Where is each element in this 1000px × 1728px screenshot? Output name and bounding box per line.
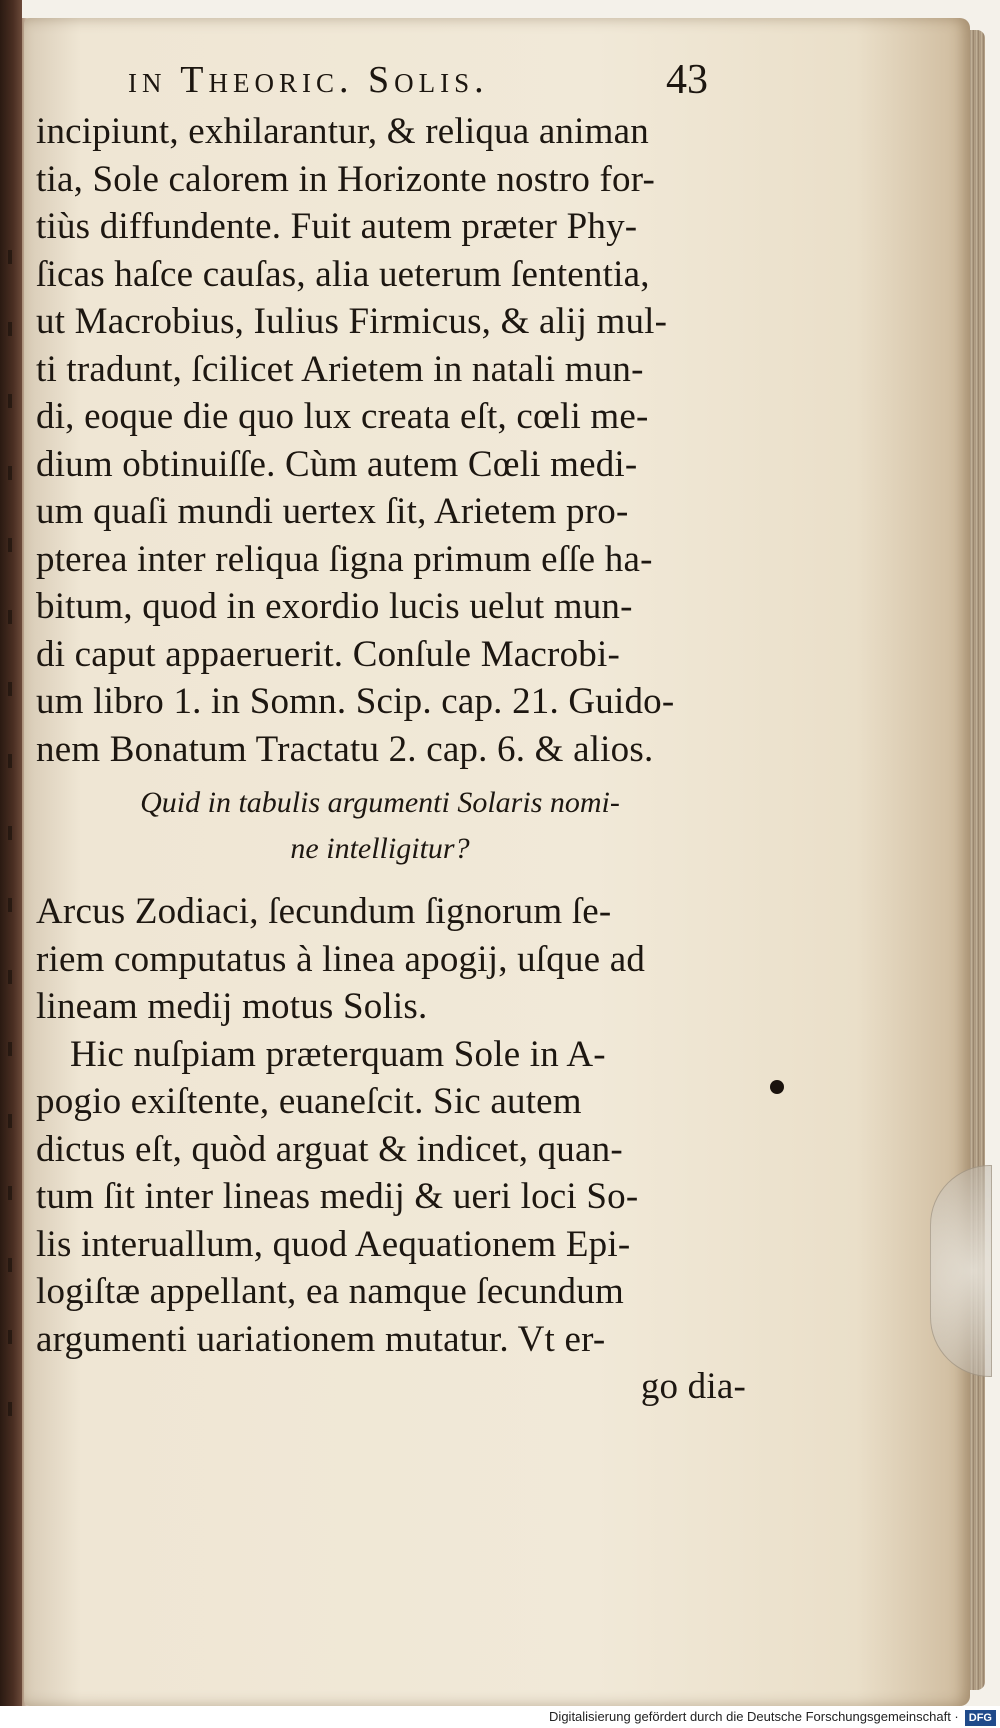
- text-line: bitum, quod in exordio lucis uelut mun-: [36, 586, 633, 627]
- text-line: nem Bonatum Tractatu 2. cap. 6. & alios.: [36, 728, 654, 770]
- text-line: di caput appaeruerit. Conſule Macrobi-: [36, 633, 620, 675]
- text-line: lineam medij motus Solis.: [36, 986, 428, 1027]
- text-line: argumenti uariationem mutatur. Vt er-: [36, 1318, 606, 1360]
- paragraph-2-3: [36, 888, 746, 1411]
- page-number: 43: [666, 57, 708, 103]
- bleed-through-marks: [4, 250, 18, 1400]
- catchword: go dia-: [640, 1366, 746, 1407]
- text-line: pogio exiſtente, euaneſcit. Sic autem: [36, 1081, 582, 1122]
- dfg-logo: DFG: [965, 1710, 996, 1726]
- heading-line: ne intelligitur?: [290, 832, 470, 865]
- text-line: ut Macrobius, Iulius Firmicus, & alij mul-: [36, 301, 668, 342]
- text-line: di, eoque die quo lux creata eſt, cœli me-: [36, 396, 649, 437]
- text-line: riem computatus à linea apogij, uſque ad: [36, 938, 646, 980]
- text-line: ti tradunt, ſcilicet Arietem in natali mun-: [36, 348, 644, 390]
- text-line: tiùs diffundente. Fuit autem præter Phy-: [36, 206, 638, 247]
- text-line: um quaſi mundi uertex ſit, Arietem pro-: [36, 491, 629, 532]
- text-line: tum ſit inter lineas medij & ueri loci So-: [36, 1176, 639, 1217]
- text-line: Hic nuſpiam præterquam Sole in A-: [70, 1033, 606, 1075]
- text-line: ſicas haſce cauſas, alia ueterum ſententia,: [36, 253, 650, 295]
- paragraph-1: [36, 108, 746, 773]
- ink-spot: [770, 1080, 784, 1094]
- text-line: pterea inter reliqua ſigna primum eſſe ha-: [36, 538, 653, 580]
- text-line: incipiunt, exhilarantur, & reliqua animan: [36, 111, 649, 152]
- text-line: dium obtinuiſſe. Cùm autem Cœli medi-: [36, 443, 638, 485]
- text-line: dictus eſt, quòd arguat & indicet, quan-: [36, 1128, 623, 1170]
- digitization-footer: [0, 1706, 1000, 1728]
- heading-line: Quid in tabulis argumenti Solaris nomi-: [140, 786, 620, 819]
- running-head: in Theoric. Solis.: [128, 59, 489, 101]
- text-line: um libro 1. in Somn. Scip. cap. 21. Guido-: [36, 681, 675, 722]
- footer-text: Digitalisierung gefördert durch die Deutsche Forschungsgemeinschaft ·: [549, 1709, 959, 1724]
- text-line: tia, Sole calorem in Horizonte nostro for-: [36, 158, 656, 200]
- section-heading: [60, 780, 700, 872]
- text-line: logiſtæ appellant, ea namque ſecundum: [36, 1271, 624, 1312]
- text-line: Arcus Zodiaci, ſecundum ſignorum ſe-: [36, 891, 612, 932]
- text-line: lis interuallum, quod Aequationem Epi-: [36, 1223, 631, 1265]
- scanner-thumb-guard: [930, 1165, 992, 1377]
